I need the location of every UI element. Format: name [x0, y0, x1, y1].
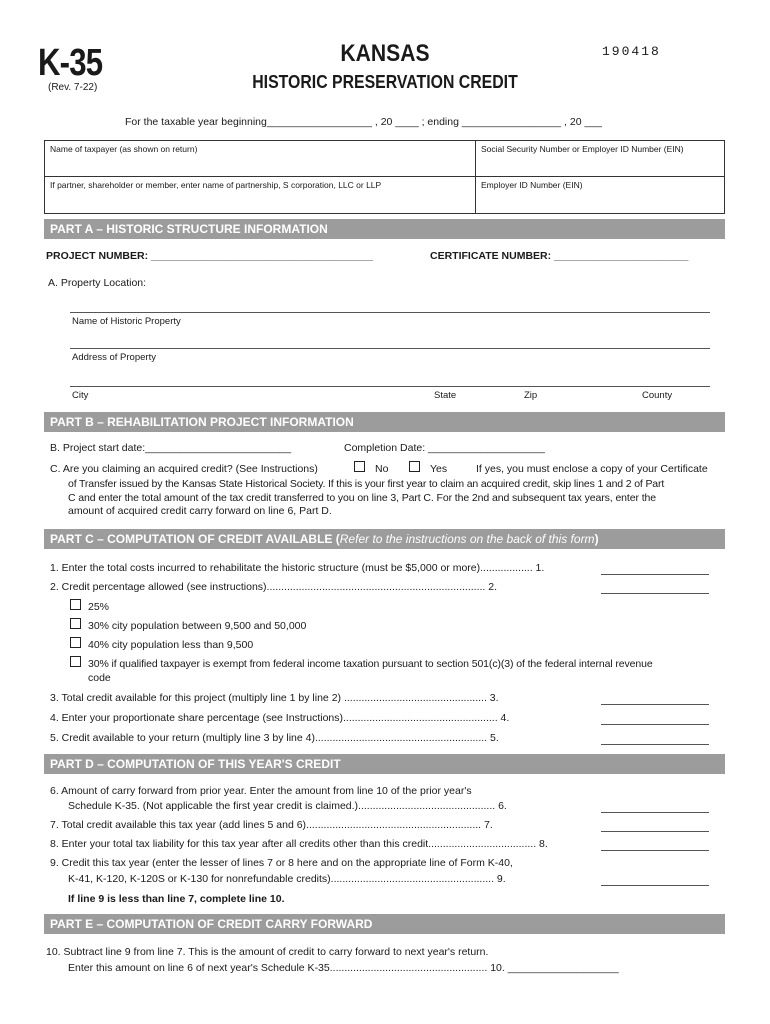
line-8-field[interactable] — [601, 850, 709, 851]
line-10-field[interactable]: Enter this amount on line 6 of next year's Schedule K-35...................................................... 10. ___________________ — [68, 962, 619, 974]
part-a-header: PART A – HISTORIC STRUCTURE INFORMATION — [44, 219, 725, 239]
pct-30-exempt-label-cont: code — [88, 672, 111, 684]
pct-30-exempt-label: 30% if qualified taxpayer is exempt from federal income taxation pursuant to section 501(c)(3) of the federal internal revenue — [88, 658, 653, 670]
line-6-field[interactable] — [601, 812, 709, 813]
property-address-line[interactable] — [70, 348, 710, 349]
pct-40-label: 40% city population less than 9,500 — [88, 639, 254, 651]
ssn-field[interactable]: Social Security Number or Employer ID Number (EIN) — [481, 144, 684, 154]
line-10-note: If line 9 is less than line 7, complete line 10. — [68, 893, 285, 905]
city-label: City — [72, 390, 89, 401]
line-6-label: 6. Amount of carry forward from prior year. Enter the amount from line 10 of the prior year's — [50, 785, 472, 797]
historic-property-name-label: Name of Historic Property — [72, 316, 181, 327]
pct-25-checkbox[interactable] — [70, 599, 81, 610]
line-9-label-cont: K-41, K-120, K-120S or K-130 for nonrefundable credits)........................................................ 9. — [68, 873, 506, 885]
line-1-field[interactable] — [601, 574, 709, 575]
pct-30-city-checkbox[interactable] — [70, 618, 81, 629]
city-state-zip-line[interactable] — [70, 386, 710, 387]
form-code: 190418 — [602, 44, 661, 59]
part-b-header: PART B – REHABILITATION PROJECT INFORMATION — [44, 412, 725, 432]
property-location-label: A. Property Location: — [48, 277, 147, 289]
pct-30-city-label: 30% city population between 9,500 and 50,000 — [88, 620, 307, 632]
line-6-label-cont: Schedule K-35. (Not applicable the first year credit is claimed.)............................................... 6. — [68, 800, 507, 812]
line-9-field[interactable] — [601, 885, 709, 886]
instruction-line: amount of acquired credit carry forward on line 6, Part D. — [68, 505, 332, 517]
acquired-credit-instructions — [68, 478, 728, 519]
acquired-credit-question: C. Are you claiming an acquired credit? (See Instructions) — [50, 463, 318, 475]
form-title: HISTORIC PRESERVATION CREDIT — [252, 72, 518, 92]
part-c-title: PART C – COMPUTATION OF CREDIT AVAILABLE ( — [50, 532, 340, 546]
part-d-header: PART D – COMPUTATION OF THIS YEAR'S CREDIT — [44, 754, 725, 774]
instruction-line: of Transfer issued by the Kansas State Historical Society. If this is your first year to claim an acquired credit, skip lines 1 and 2 of Part — [68, 478, 665, 490]
acquired-no-label: No — [375, 463, 389, 475]
acquired-yes-checkbox[interactable] — [409, 461, 420, 472]
line-2-field[interactable] — [601, 593, 709, 594]
completion-date-field[interactable]: Completion Date: ____________________ — [344, 442, 545, 454]
partnership-name-field[interactable]: If partner, shareholder or member, enter name of partnership, S corporation, LLC or LLP — [50, 180, 382, 190]
line-5-field[interactable] — [601, 744, 709, 745]
instruction-line: C and enter the total amount of the tax credit transferred to you on line 3, Part C. For the 2nd and subsequent tax years, enter the — [68, 491, 656, 504]
state-title: KANSAS — [340, 40, 430, 67]
acquired-yes-label: Yes — [430, 463, 448, 475]
line-5-label: 5. Credit available to your return (multiply line 3 by line 4)........................................................... 5. — [50, 732, 499, 744]
county-label: County — [642, 390, 673, 401]
part-c-title-end: ) — [594, 532, 599, 546]
property-address-label: Address of Property — [72, 352, 156, 363]
revision: (Rev. 7-22) — [48, 82, 98, 93]
project-number-field[interactable]: PROJECT NUMBER: ______________________________________ — [46, 250, 373, 262]
line-7-field[interactable] — [601, 831, 709, 832]
project-start-date-field[interactable]: B. Project start date:_________________________ — [50, 442, 292, 454]
part-c-title-note: Refer to the instructions on the back of this form — [339, 532, 595, 546]
zip-label: Zip — [524, 390, 538, 401]
taxable-year-line[interactable]: For the taxable year beginning__________________ , 20 ____ ; ending _________________ , 20 ___ — [125, 116, 603, 128]
acquired-no-checkbox[interactable] — [354, 461, 365, 472]
state-label: State — [434, 390, 457, 401]
form-number: K-35 — [38, 42, 103, 84]
historic-property-name-line[interactable] — [70, 312, 710, 313]
line-3-label: 3. Total credit available for this project (multiply line 1 by line 2) ................................................. 3. — [50, 692, 499, 704]
line-7-label: 7. Total credit available this tax year (add lines 5 and 6)............................................................ 7. — [50, 819, 493, 831]
line-4-label: 4. Enter your proportionate share percentage (see Instructions)..................................................... 4. — [50, 712, 510, 724]
line-4-field[interactable] — [601, 724, 709, 725]
line-8-label: 8. Enter your total tax liability for this tax year after all credits other than this credit..................................... 8. — [50, 838, 548, 850]
line-3-field[interactable] — [601, 704, 709, 705]
part-c-header — [44, 529, 725, 549]
line-1-label: 1. Enter the total costs incurred to rehabilitate the historic structure (must be $5,000 or more).................. 1. — [50, 562, 545, 574]
line-2-label: 2. Credit percentage allowed (see instructions)........................................................................... 2. — [50, 581, 497, 593]
part-e-header: PART E – COMPUTATION OF CREDIT CARRY FORWARD — [44, 914, 725, 934]
pct-40-checkbox[interactable] — [70, 637, 81, 648]
if-yes-note: If yes, you must enclose a copy of your Certificate — [476, 463, 708, 475]
pct-30-exempt-checkbox[interactable] — [70, 656, 81, 667]
line-10-label: 10. Subtract line 9 from line 7. This is the amount of credit to carry forward to next year's return. — [46, 946, 489, 958]
line-9-label: 9. Credit this tax year (enter the lesser of lines 7 or 8 here and on the appropriate line of Form K-40, — [50, 857, 513, 869]
certificate-number-field[interactable]: CERTIFICATE NUMBER: _______________________ — [430, 250, 689, 262]
ein-field[interactable]: Employer ID Number (EIN) — [481, 180, 583, 190]
pct-25-label: 25% — [88, 601, 110, 613]
taxpayer-name-field[interactable]: Name of taxpayer (as shown on return) — [50, 144, 198, 154]
